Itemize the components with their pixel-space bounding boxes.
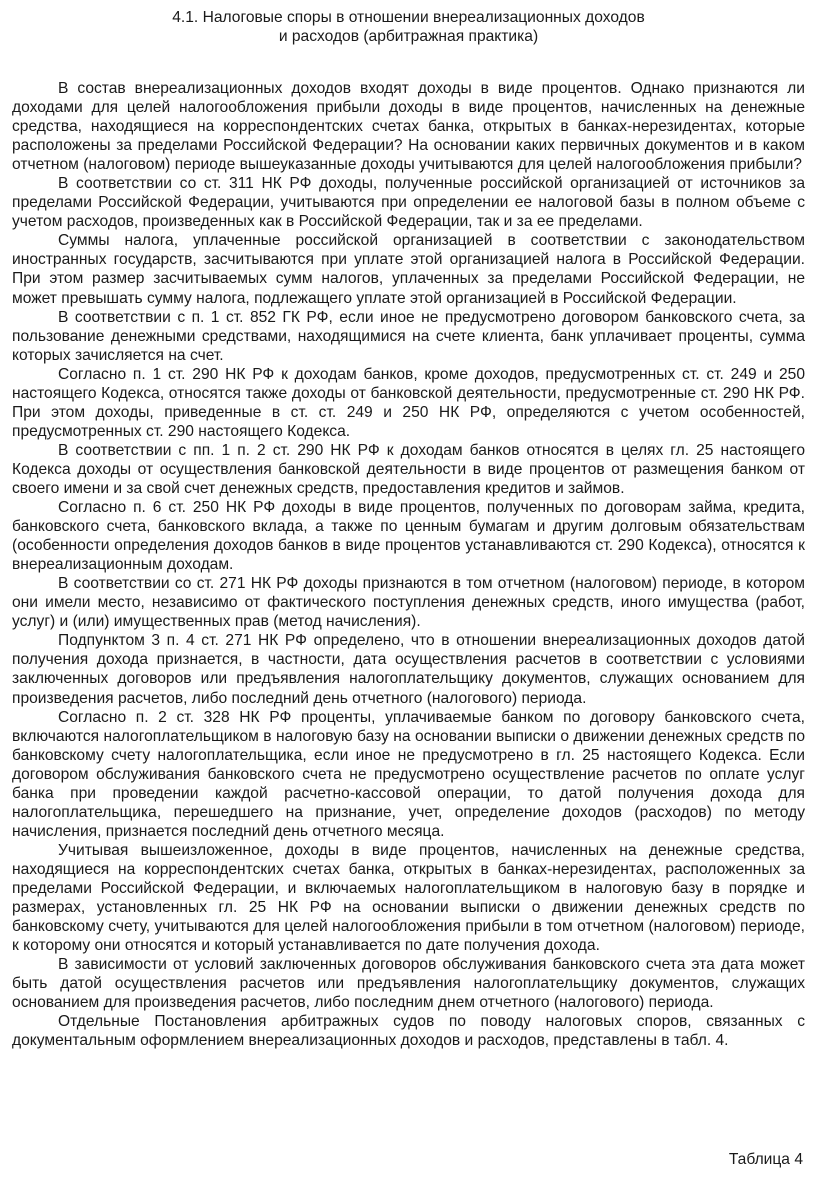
paragraph-10: Согласно п. 2 ст. 328 НК РФ проценты, уплачиваемые банком по договору банковского счета, включаются налогоплательщиком в налоговую базу на основании выписки о движении денежных средств по банковскому счету налогоплательщика, если иное не предусмотрено в гл. 25 настоящего Кодекса. Если договором обслуживания банковского счета не предусмотрено осуществление расчетов по оплате услуг банка при проведении каждой расчетно-кассовой операции, то датой получения дохода для налогоплательщика, перешедшего на признание, учет, определение доходов (расходов) по методу начисления, признается последний день отчетного месяца. [12,708,805,840]
paragraph-5: Согласно п. 1 ст. 290 НК РФ к доходам банков, кроме доходов, предусмотренных ст. ст. 249 и 250 настоящего Кодекса, относятся также доходы от банковской деятельности, предусмотренные ст. 290 НК РФ. При этом доходы, приведенные в ст. ст. 249 и 250 НК РФ, определяются с учетом особенностей, предусмотренных ст. 290 настоящего Кодекса. [12,365,805,440]
table-caption: Таблица 4 [728,1151,803,1168]
paragraph-9: Подпунктом 3 п. 4 ст. 271 НК РФ определено, что в отношении внереализационных доходов датой получения дохода признается, в частности, дата осуществления расчетов в соответствии с условиями заключенных договоров или предъявления налогоплательщику документов, служащих основанием для произведения расчетов, либо последний день отчетного (налогового) периода. [12,632,805,707]
paragraph-12: В зависимости от условий заключенных договоров обслуживания банковского счета эта дата может быть датой осуществления расчетов или предъявления налогоплательщику документов, служащих основанием для произведения расчетов, либо последним днем отчетного (налогового) периода. [12,956,805,1012]
section-title-line-2: и расходов (арбитражная практика) [278,28,539,45]
paragraph-3: Суммы налога, уплаченные российской организацией в соответствии с законодательством иностранных государств, засчитываются при уплате этой организацией налога в Российской Федерации. При этом размер засчитываемых сумм налогов, уплаченных за пределами Российской Федерации, не может превышать сумму налога, подлежащего уплате этой организацией в Российской Федерации. [12,232,805,307]
paragraph-7: Согласно п. 6 ст. 250 НК РФ доходы в виде процентов, полученных по договорам займа, кредита, банковского счета, банковского вклада, а также по ценным бумагам и другим долговым обязательствам (особенности определения доходов банков в виде процентов устанавливаются ст. 290 Кодекса), относятся к внереализационным доходам. [12,499,805,574]
paragraph-13: Отдельные Постановления арбитражных судов по поводу налоговых споров, связанных с документальным оформлением внереализационных доходов и расходов, представлены в табл. 4. [12,1013,805,1050]
paragraph-4: В соответствии с п. 1 ст. 852 ГК РФ, если иное не предусмотрено договором банковского счета, за пользование денежными средствами, находящимися на счете клиента, банк уплачивает проценты, сумма которых зачисляется на счет. [12,308,805,364]
section-title-line-1: 4.1. Налоговые споры в отношении внереализационных доходов [172,9,645,26]
document-page [12,8,805,1173]
paragraph-1: В состав внереализационных доходов входят доходы в виде процентов. Однако признаются ли доходами для целей налогообложения прибыли доходы в виде процентов, начисленных на денежные средства, находящиеся на корреспондентских счетах банка, открытых в банках-нерезидентах, которые расположены за пределами Российской Федерации? На основании каких первичных документов и в каком отчетном (налоговом) периоде вышеуказанные доходы учитываются для целей налогообложения прибыли? [12,80,805,174]
paragraph-2: В соответствии со ст. 311 НК РФ доходы, полученные российской организацией от источников за пределами Российской Федерации, учитываются при определении ее налоговой базы в полном объеме с учетом расходов, произведенных как в Российской Федерации, так и за ее пределами. [12,175,805,231]
section-title [12,8,805,46]
paragraph-6: В соответствии с пп. 1 п. 2 ст. 290 НК РФ к доходам банков относятся в целях гл. 25 настоящего Кодекса доходы от осуществления банковской деятельности в виде процентов от размещения банком от своего имени и за свой счет денежных средств, предоставления кредитов и займов. [12,441,805,497]
paragraph-8: В соответствии со ст. 271 НК РФ доходы признаются в том отчетном (налоговом) периоде, в котором они имели место, независимо от фактического поступления денежных средств, иного имущества (работ, услуг) и (или) имущественных прав (метод начисления). [12,575,805,631]
paragraph-11: Учитывая вышеизложенное, доходы в виде процентов, начисленных на денежные средства, находящиеся на корреспондентских счетах банка, открытых в банках-нерезидентах, расположенных за пределами Российской Федерации, и включаемых налогоплательщиком в налоговую базу в порядке и размерах, установленных гл. 25 НК РФ на основании выписки о движении денежных средств по банковскому счету, учитываются для целей налогообложения прибыли в том отчетном (налоговом) периоде, к которому они относятся и который устанавливается по дате получения дохода. [12,841,805,955]
